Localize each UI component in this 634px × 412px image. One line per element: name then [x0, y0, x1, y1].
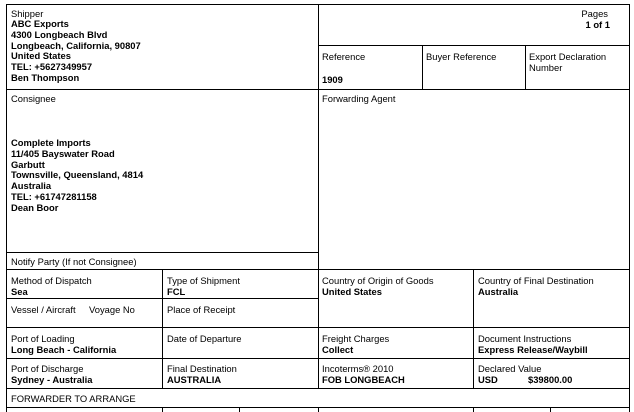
pages-value: 1 of 1	[585, 19, 610, 30]
country-of-origin-label: Country of Origin of Goods	[322, 275, 434, 286]
port-of-discharge-label: Port of Discharge	[11, 363, 84, 374]
footer-divider-4	[473, 407, 474, 412]
shipper-line: ABC Exports	[11, 18, 69, 29]
right-mid-divider	[473, 269, 474, 388]
shipper-line: United States	[11, 50, 71, 62]
port-of-discharge-value: Sydney - Australia	[11, 374, 93, 385]
consignee-line: Townsville, Queensland, 4814	[11, 169, 144, 181]
consignee-address	[11, 138, 143, 214]
border-right	[629, 4, 630, 412]
buyer-reference-label: Buyer Reference	[426, 51, 497, 62]
export-declaration-label: Export Declaration	[529, 51, 607, 62]
freight-charges-label: Freight Charges	[322, 333, 390, 344]
port-of-loading-label: Port of Loading	[11, 333, 75, 344]
ref-divider-1	[422, 45, 423, 89]
consignee-line: TEL: +61747281158	[11, 190, 97, 202]
declared-value-label: Declared Value	[478, 363, 542, 374]
shipper-label: Shipper	[11, 8, 44, 19]
country-of-origin-value: United States	[322, 286, 382, 297]
incoterms-label: Incoterms® 2010	[322, 363, 394, 374]
date-of-departure-label: Date of Departure	[167, 333, 242, 344]
notify-party-label: Notify Party (If not Consignee)	[11, 256, 137, 267]
forwarding-agent-label: Forwarding Agent	[322, 93, 396, 104]
voyage-label: Voyage No	[89, 304, 135, 315]
center-divider	[318, 4, 319, 388]
pages-label: Pages	[581, 8, 608, 19]
consignee-line: Dean Boor	[11, 201, 59, 213]
port-of-loading-value: Long Beach - California	[11, 344, 117, 355]
document-instructions-label: Document Instructions	[478, 333, 572, 344]
declared-value-amount: $39800.00	[528, 374, 573, 385]
export-declaration-label-2: Number	[529, 62, 563, 73]
left-mid-divider	[162, 269, 163, 388]
freight-charges-value: Collect	[322, 344, 354, 355]
method-of-dispatch-value: Sea	[11, 286, 28, 297]
type-of-shipment-label: Type of Shipment	[167, 275, 240, 286]
final-destination-label: Final Destination	[167, 363, 237, 374]
declared-value-currency: USD	[478, 374, 498, 385]
line-above-notify	[6, 252, 318, 253]
consignee-line: 11/405 Bayswater Road	[11, 147, 115, 159]
vessel-label: Vessel / Aircraft	[11, 304, 76, 315]
footer-divider-2	[239, 407, 240, 412]
consignee-line: Australia	[11, 180, 52, 192]
shipper-line: Longbeach, California, 90807	[11, 39, 141, 51]
ref-divider-2	[525, 45, 526, 89]
consignee-line: Garbutt	[11, 158, 45, 170]
footer-divider-3	[318, 407, 319, 412]
line-below-discharge	[6, 388, 630, 389]
footer-note: FORWARDER TO ARRANGE	[11, 393, 136, 404]
final-destination-value: AUSTRALIA	[167, 374, 222, 385]
consignee-line: Complete Imports	[11, 137, 91, 148]
document-instructions-value: Express Release/Waybill	[478, 344, 588, 355]
type-of-shipment-value: FCL	[167, 286, 186, 297]
shipper-address	[11, 19, 141, 84]
shipper-line: TEL: +5627349957	[11, 61, 93, 73]
footer-divider-5	[550, 407, 551, 412]
reference-value: 1909	[322, 74, 343, 85]
place-of-receipt-label: Place of Receipt	[167, 304, 236, 315]
footer-divider-1	[162, 407, 163, 412]
line-below-pages	[318, 45, 630, 46]
country-of-destination-label: Country of Final Destination	[478, 275, 594, 286]
method-of-dispatch-label: Method of Dispatch	[11, 275, 92, 286]
country-of-destination-value: Australia	[478, 286, 519, 297]
shipper-line: 4300 Longbeach Blvd	[11, 28, 108, 40]
shipper-line: Ben Thompson	[11, 71, 80, 83]
incoterms-value: FOB LONGBEACH	[322, 374, 405, 385]
reference-label: Reference	[322, 51, 366, 62]
border-left	[6, 4, 7, 412]
consignee-label: Consignee	[11, 93, 56, 104]
